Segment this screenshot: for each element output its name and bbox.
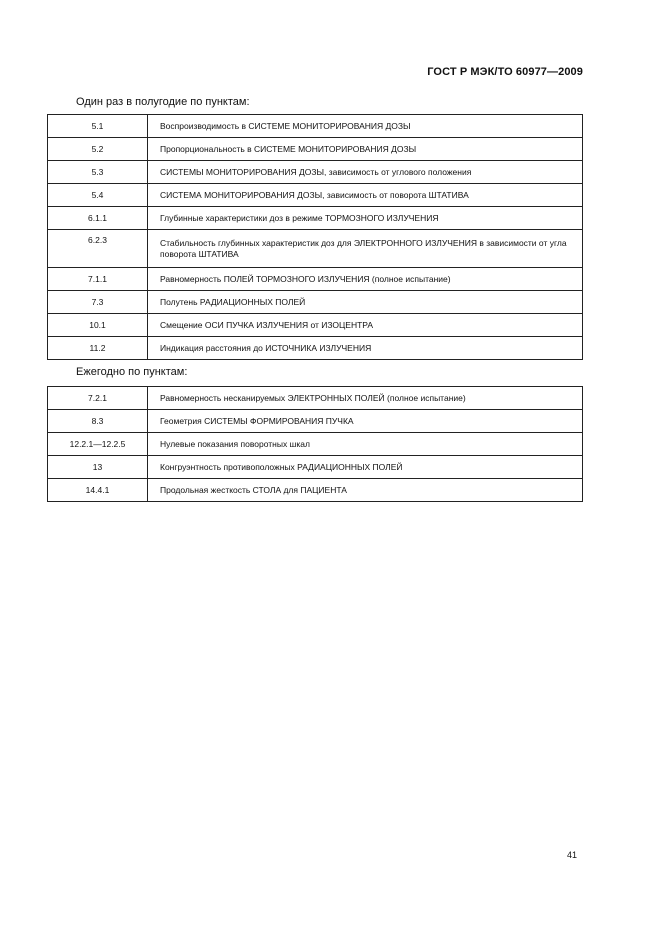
section-title-semiannual: Один раз в полугодие по пунктам: <box>76 96 250 108</box>
table-row <box>48 433 583 456</box>
clause-number: 5.1 <box>48 115 148 138</box>
clause-number: 11.2 <box>48 337 148 360</box>
clause-number: 5.2 <box>48 138 148 161</box>
clause-description: Продольная жесткость СТОЛА для ПАЦИЕНТА <box>148 479 583 502</box>
clause-number: 7.1.1 <box>48 268 148 291</box>
clause-number: 6.2.3 <box>48 230 148 268</box>
annual-table <box>47 386 583 502</box>
table-row <box>48 138 583 161</box>
page-number: 41 <box>567 850 578 860</box>
clause-description: Равномерность ПОЛЕЙ ТОРМОЗНОГО ИЗЛУЧЕНИЯ (полное испытание) <box>148 268 583 291</box>
clause-description: Пропорциональность в СИСТЕМЕ МОНИТОРИРОВАНИЯ ДОЗЫ <box>148 138 583 161</box>
table-row <box>48 291 583 314</box>
table-row <box>48 479 583 502</box>
clause-number: 5.4 <box>48 184 148 207</box>
clause-description: Воспроизводимость в СИСТЕМЕ МОНИТОРИРОВАНИЯ ДОЗЫ <box>148 115 583 138</box>
table-row <box>48 230 583 268</box>
clause-number: 13 <box>48 456 148 479</box>
clause-number: 14.4.1 <box>48 479 148 502</box>
clause-description: Стабильность глубинных характеристик доз для ЭЛЕКТРОННОГО ИЗЛУЧЕНИЯ в зависимости от угла поворота ШТАТИВА <box>148 230 583 268</box>
table-row <box>48 314 583 337</box>
clause-description: Равномерность несканируемых ЭЛЕКТРОННЫХ ПОЛЕЙ (полное испытание) <box>148 387 583 410</box>
clause-description: Конгруэнтность противоположных РАДИАЦИОННЫХ ПОЛЕЙ <box>148 456 583 479</box>
clause-number: 7.2.1 <box>48 387 148 410</box>
clause-number: 12.2.1—12.2.5 <box>48 433 148 456</box>
clause-description: СИСТЕМА МОНИТОРИРОВАНИЯ ДОЗЫ, зависимость от поворота ШТАТИВА <box>148 184 583 207</box>
clause-description: Нулевые показания поворотных шкал <box>148 433 583 456</box>
clause-description: Полутень РАДИАЦИОННЫХ ПОЛЕЙ <box>148 291 583 314</box>
clause-description: СИСТЕМЫ МОНИТОРИРОВАНИЯ ДОЗЫ, зависимость от углового положения <box>148 161 583 184</box>
table-row <box>48 207 583 230</box>
clause-description: Глубинные характеристики доз в режиме ТОРМОЗНОГО ИЗЛУЧЕНИЯ <box>148 207 583 230</box>
table-row <box>48 337 583 360</box>
document-header: ГОСТ Р МЭК/ТО 60977—2009 <box>427 66 583 78</box>
clause-number: 8.3 <box>48 410 148 433</box>
table-row <box>48 115 583 138</box>
clause-description: Индикация расстояния до ИСТОЧНИКА ИЗЛУЧЕНИЯ <box>148 337 583 360</box>
clause-description: Геометрия СИСТЕМЫ ФОРМИРОВАНИЯ ПУЧКА <box>148 410 583 433</box>
clause-number: 6.1.1 <box>48 207 148 230</box>
table-row <box>48 387 583 410</box>
table-row <box>48 268 583 291</box>
semiannual-table <box>47 114 583 360</box>
clause-description: Смещение ОСИ ПУЧКА ИЗЛУЧЕНИЯ от ИЗОЦЕНТРА <box>148 314 583 337</box>
clause-number: 7.3 <box>48 291 148 314</box>
table-row <box>48 410 583 433</box>
table-row <box>48 184 583 207</box>
section-title-annual: Ежегодно по пунктам: <box>76 366 188 378</box>
table-row <box>48 456 583 479</box>
clause-number: 5.3 <box>48 161 148 184</box>
clause-number: 10.1 <box>48 314 148 337</box>
table-row <box>48 161 583 184</box>
